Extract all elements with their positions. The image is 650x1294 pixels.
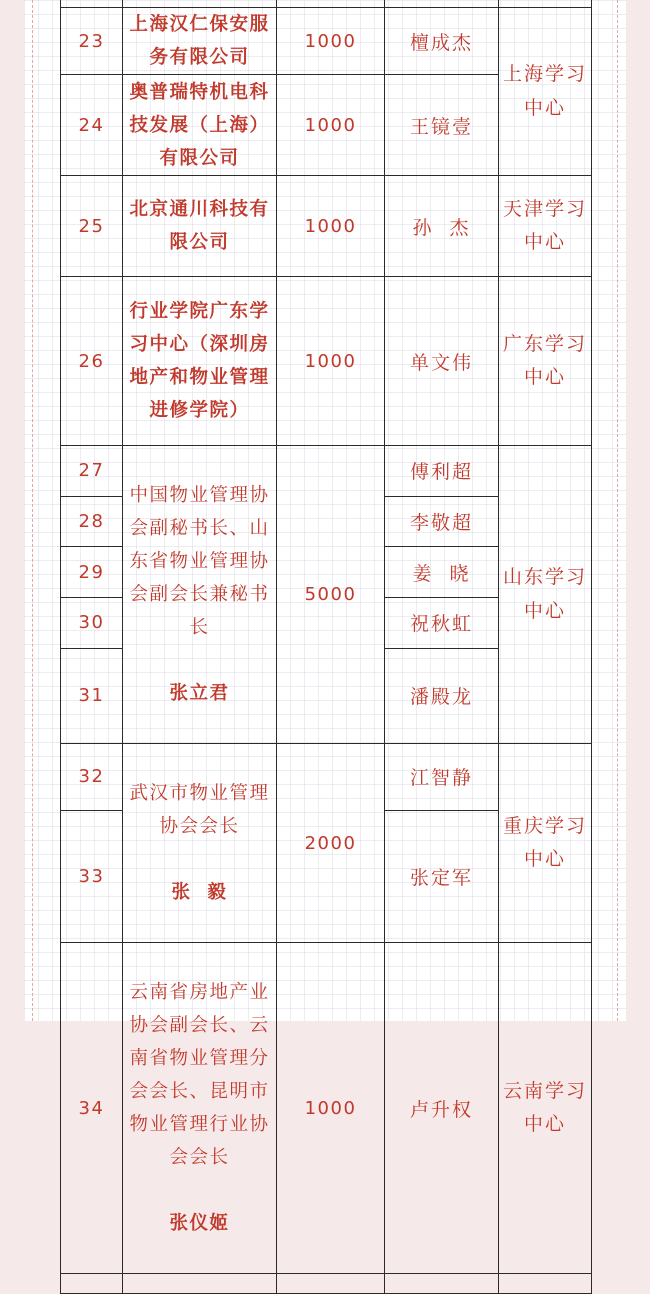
person-name: 张定军 — [385, 810, 499, 942]
cell-partial — [277, 1274, 385, 1294]
row-number: 27 — [61, 446, 123, 497]
table-row — [61, 744, 592, 811]
cell-partial — [123, 1274, 277, 1294]
person-name: 王镜壹 — [385, 75, 499, 176]
learning-center: 天津学习中心 — [499, 176, 592, 277]
row-number: 30 — [61, 597, 123, 648]
cell-partial — [61, 1274, 123, 1294]
learning-center: 重庆学习中心 — [499, 744, 592, 943]
row-number: 32 — [61, 744, 123, 811]
learning-center: 山东学习中心 — [499, 446, 592, 744]
row-number: 26 — [61, 277, 123, 446]
person-name: 江智静 — [385, 744, 499, 811]
organization-name: 奥普瑞特机电科技发展（上海）有限公司 — [123, 75, 277, 176]
donation-amount: 1000 — [277, 943, 385, 1274]
learning-center: 广东学习中心 — [499, 277, 592, 446]
learning-center: 上海学习中心 — [499, 8, 592, 176]
organization-name: 上海汉仁保安服务有限公司 — [123, 8, 277, 75]
table-row-top-partial — [61, 0, 592, 8]
donation-amount: 1000 — [277, 75, 385, 176]
cell-partial — [499, 0, 592, 8]
cell-partial — [499, 1274, 592, 1294]
organization-title: 中国物业管理协会副秘书长、山东省物业管理协会副会长兼秘书长 — [129, 485, 270, 638]
cell-partial — [61, 0, 123, 8]
table-row-bottom-partial — [61, 1274, 592, 1294]
representative-name: 张仪姬 — [169, 1213, 230, 1234]
organization-cell — [123, 446, 277, 744]
person-name: 祝秋虹 — [385, 597, 499, 648]
cell-partial — [385, 1274, 499, 1294]
person-name: 檀成杰 — [385, 8, 499, 75]
row-number: 31 — [61, 648, 123, 743]
table-row — [61, 8, 592, 75]
donation-amount: 1000 — [277, 176, 385, 277]
person-name: 李敬超 — [385, 496, 499, 547]
row-number: 25 — [61, 176, 123, 277]
donation-amount: 5000 — [277, 446, 385, 744]
organization-title: 云南省房地产业协会副会长、云南省物业管理分会会长、昆明市物业管理行业协会会长 — [129, 982, 270, 1168]
organization-name: 行业学院广东学习中心（深圳房地产和物业管理进修学院） — [123, 277, 277, 446]
row-number: 28 — [61, 496, 123, 547]
left-dashed-border — [32, 0, 33, 1021]
person-name: 单文伟 — [385, 277, 499, 446]
person-name: 姜 晓 — [385, 547, 499, 598]
donation-amount: 1000 — [277, 8, 385, 75]
learning-center: 云南学习中心 — [499, 943, 592, 1274]
cell-partial — [277, 0, 385, 8]
cell-partial — [123, 0, 277, 8]
right-dashed-border — [617, 0, 618, 1021]
row-number: 33 — [61, 810, 123, 942]
representative-name: 张 毅 — [171, 882, 228, 903]
row-number: 24 — [61, 75, 123, 176]
cell-partial — [385, 0, 499, 8]
donation-table — [60, 0, 592, 1294]
organization-title: 武汉市物业管理协会会长 — [129, 783, 270, 837]
table-row — [61, 446, 592, 497]
organization-cell — [123, 744, 277, 943]
table-row — [61, 176, 592, 277]
row-number: 29 — [61, 547, 123, 598]
donation-amount: 1000 — [277, 277, 385, 446]
row-number: 23 — [61, 8, 123, 75]
table-row — [61, 277, 592, 446]
row-number: 34 — [61, 943, 123, 1274]
person-name: 孙 杰 — [385, 176, 499, 277]
donation-amount: 2000 — [277, 744, 385, 943]
person-name: 卢升权 — [385, 943, 499, 1274]
table-row — [61, 943, 592, 1274]
person-name: 傅利超 — [385, 446, 499, 497]
organization-name: 北京通川科技有限公司 — [123, 176, 277, 277]
organization-cell — [123, 943, 277, 1274]
representative-name: 张立君 — [169, 683, 230, 704]
person-name: 潘殿龙 — [385, 648, 499, 743]
